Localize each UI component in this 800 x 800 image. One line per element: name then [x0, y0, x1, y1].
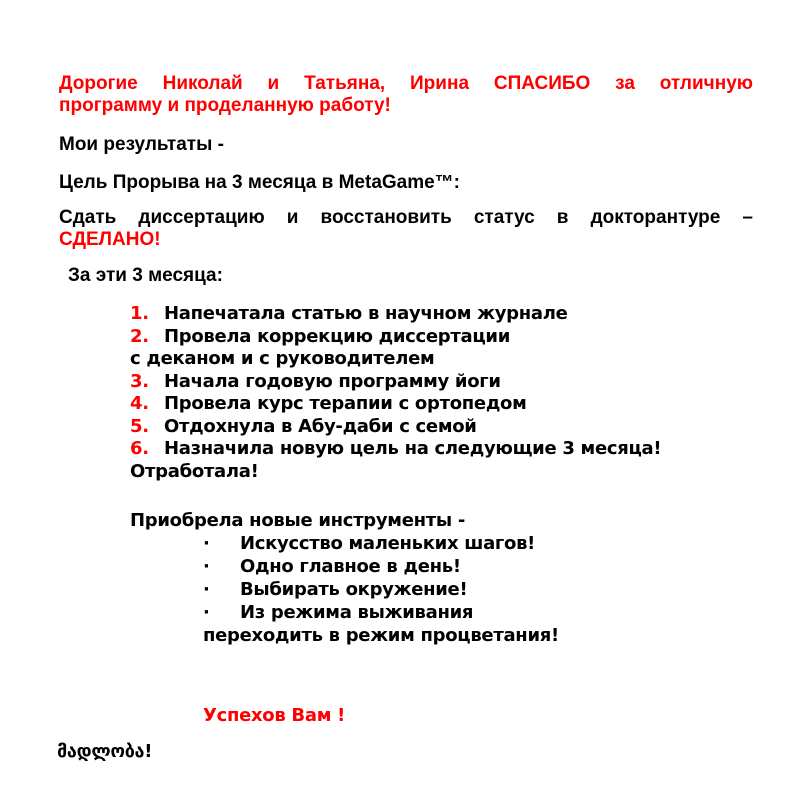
list-item: [130, 326, 661, 349]
list-text: Отдохнула в Абу-даби с семой: [164, 415, 477, 437]
list-text: Провела коррекцию диссертации: [164, 325, 511, 347]
list-number: 2.: [130, 325, 149, 347]
list-text: Назначила новую цель на следующие 3 месяца!: [164, 438, 662, 459]
bullet-dot: ·: [203, 579, 210, 600]
list-number: 6.: [130, 438, 149, 459]
tool-item: [203, 601, 559, 624]
tool-item: [203, 532, 559, 555]
results-heading: Мои результаты -: [59, 134, 224, 155]
list-text: с деканом и с руководителем: [130, 348, 435, 369]
tool-text: Выбирать окружение!: [240, 579, 468, 600]
tools-list: [203, 532, 559, 647]
list-number: 3.: [130, 370, 149, 392]
list-item: [130, 371, 661, 394]
list-text: Напечатала статью в научном журнале: [164, 303, 568, 324]
tool-text: Искусство маленьких шагов!: [240, 533, 536, 554]
achievements-list: [130, 303, 661, 483]
period-heading: За эти 3 месяца:: [68, 265, 223, 286]
tool-text: Одно главное в день!: [240, 556, 461, 577]
goal-done: СДЕЛАНО!: [59, 229, 161, 250]
tool-text: Из режима выживания: [240, 602, 474, 623]
greeting-line-2: программу и проделанную работу!: [59, 95, 391, 116]
list-number: 5.: [130, 415, 149, 437]
list-item: [130, 438, 661, 461]
list-text: Начала годовую программу йоги: [164, 370, 501, 392]
tool-continuation: переходить в режим процветания!: [203, 625, 559, 646]
goal-heading: Цель Прорыва на 3 месяца в MetaGame™:: [59, 172, 461, 193]
worked-text: Отработала!: [130, 460, 259, 482]
bullet-dot: ·: [203, 556, 210, 577]
list-item: [130, 303, 661, 326]
goal-line-1: Сдать диссертацию и восстановить статус в докторантуре –: [59, 207, 753, 228]
tool-item: [203, 578, 559, 601]
list-item: [130, 416, 661, 439]
list-item-continuation: [130, 348, 661, 371]
greeting-line-1: Дорогие Николай и Татьяна, Ирина СПАСИБО за отличную: [59, 73, 753, 94]
bullet-dot: ·: [203, 533, 210, 554]
tools-heading: Приобрела новые инструменты -: [130, 510, 466, 531]
greeting: [59, 73, 753, 117]
goal-statement: [59, 207, 753, 251]
list-item: [130, 393, 661, 416]
signoff-text: მადლობა!: [57, 741, 153, 762]
list-number: 4.: [130, 393, 149, 414]
bullet-dot: ·: [203, 602, 210, 623]
wish-text: Успехов Вам !: [203, 705, 345, 726]
tool-item: [203, 555, 559, 578]
list-text: Провела курс терапии с ортопедом: [164, 393, 527, 414]
list-number: 1.: [130, 303, 149, 324]
